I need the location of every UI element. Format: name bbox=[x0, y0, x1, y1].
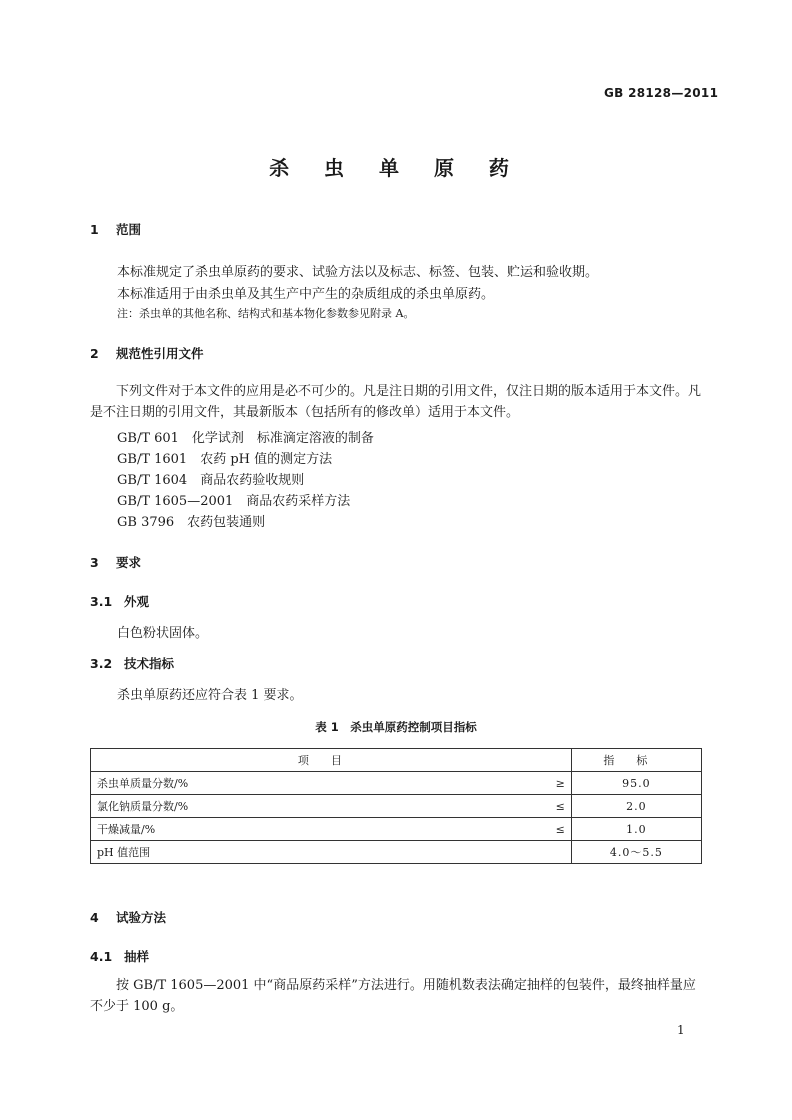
section-1-note: 注：杀虫单的其他名称、结构式和基本物化参数参见附录 A。 bbox=[117, 307, 415, 320]
page-number: 1 bbox=[677, 1023, 685, 1037]
table-header-item: 项目 bbox=[91, 749, 572, 772]
section-1-paragraph-2: 本标准适用于由杀虫单及其生产中产生的杂质组成的杀虫单原药。 bbox=[117, 287, 495, 302]
table-row bbox=[91, 818, 702, 841]
section-3-2-title: 技术指标 bbox=[124, 656, 175, 671]
table-row bbox=[91, 772, 702, 795]
reference-item: GB/T 1605—2001 商品农药采样方法 bbox=[117, 494, 351, 509]
section-4-title: 试验方法 bbox=[116, 910, 167, 925]
section-3-number: 3 bbox=[90, 555, 99, 570]
section-4-1-number: 4.1 bbox=[90, 949, 113, 964]
section-2-title: 规范性引用文件 bbox=[116, 346, 204, 361]
table-cell-item: 氯化钠质量分数/% bbox=[91, 795, 543, 818]
section-4-1-title: 抽样 bbox=[124, 949, 150, 964]
table-header-value: 指标 bbox=[571, 749, 701, 772]
section-3-2-text: 杀虫单原药还应符合表 1 要求。 bbox=[117, 688, 303, 703]
section-2-number: 2 bbox=[90, 346, 99, 361]
table-cell-item: 干燥减量/% bbox=[91, 818, 543, 841]
table-cell-symbol: ≤ bbox=[543, 818, 572, 841]
section-2-paragraph: 下列文件对于本文件的应用是必不可少的。凡是注日期的引用文件，仅注日期的版本适用于本文件。凡是不注日期的引用文件，其最新版本（包括所有的修改单）适用于本文件。 bbox=[90, 384, 702, 420]
section-3-1-text: 白色粉状固体。 bbox=[117, 626, 209, 641]
table-cell-value: 95.0 bbox=[571, 772, 701, 795]
reference-item: GB/T 1604 商品农药验收规则 bbox=[117, 473, 305, 488]
table-cell-value: 1.0 bbox=[571, 818, 701, 841]
table-cell-value: 4.0～5.5 bbox=[571, 841, 701, 864]
section-1-paragraph-1: 本标准规定了杀虫单原药的要求、试验方法以及标志、标签、包装、贮运和验收期。 bbox=[117, 265, 599, 280]
table-row bbox=[91, 841, 702, 864]
reference-item: GB/T 1601 农药 pH 值的测定方法 bbox=[117, 452, 333, 467]
table-cell-value: 2.0 bbox=[571, 795, 701, 818]
table-cell-symbol: ≤ bbox=[543, 795, 572, 818]
reference-item: GB/T 601 化学试剂 标准滴定溶液的制备 bbox=[117, 431, 374, 446]
table-header-row bbox=[91, 749, 702, 772]
section-1-number: 1 bbox=[90, 222, 99, 237]
section-4-heading bbox=[90, 908, 166, 926]
section-1-heading bbox=[90, 220, 141, 238]
section-3-heading bbox=[90, 553, 141, 571]
standard-number: GB 28128—2011 bbox=[604, 86, 719, 100]
section-1-title: 范围 bbox=[116, 222, 142, 237]
section-3-title: 要求 bbox=[116, 555, 142, 570]
section-3-2-number: 3.2 bbox=[90, 656, 113, 671]
section-3-1-number: 3.1 bbox=[90, 594, 113, 609]
table-cell-symbol: ≥ bbox=[543, 772, 572, 795]
table-caption: 表 1 杀虫单原药控制项目指标 bbox=[315, 720, 477, 734]
section-2-heading bbox=[90, 344, 204, 362]
table-cell-symbol bbox=[543, 841, 572, 864]
table-cell-item: 杀虫单质量分数/% bbox=[91, 772, 543, 795]
document-title: 杀 虫 单 原 药 bbox=[269, 156, 523, 180]
requirements-table bbox=[90, 748, 702, 864]
section-3-1-title: 外观 bbox=[124, 594, 150, 609]
section-4-number: 4 bbox=[90, 910, 99, 925]
reference-item: GB 3796 农药包装通则 bbox=[117, 515, 266, 530]
section-3-2-heading bbox=[90, 654, 174, 672]
table-row bbox=[91, 795, 702, 818]
table-cell-item: pH 值范围 bbox=[91, 841, 543, 864]
section-3-1-heading bbox=[90, 592, 149, 610]
section-4-1-heading bbox=[90, 947, 149, 965]
section-4-1-text: 按 GB/T 1605—2001 中“商品原药采样”方法进行。用随机数表法确定抽样的包装件，最终抽样量应不少于 100 g。 bbox=[90, 978, 696, 1014]
